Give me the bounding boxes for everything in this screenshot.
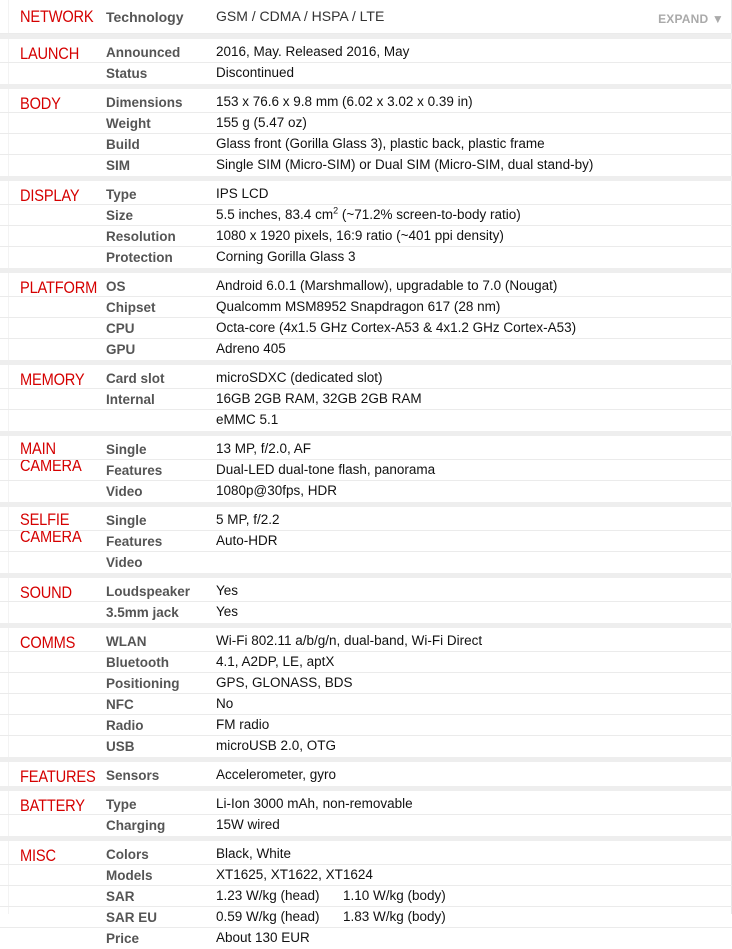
- spec-value: Yes: [216, 583, 239, 598]
- spec-key[interactable]: SAR: [106, 889, 135, 904]
- spec-key[interactable]: OS: [106, 279, 126, 294]
- section-title[interactable]: PLATFORM: [20, 278, 98, 297]
- spec-row: [0, 631, 732, 652]
- spec-row: [0, 794, 732, 815]
- spec-row: [0, 276, 732, 297]
- spec-key[interactable]: Chipset: [106, 300, 156, 315]
- spec-key[interactable]: Size: [106, 208, 134, 223]
- spec-row: [0, 0, 732, 34]
- spec-key[interactable]: Features: [106, 463, 163, 478]
- spec-section-display: [0, 176, 732, 268]
- spec-value: 1080p@30fps, HDR: [216, 483, 338, 498]
- section-title[interactable]: SOUND: [20, 583, 72, 602]
- spec-value: 2016, May. Released 2016, May: [216, 44, 410, 59]
- spec-row: [0, 134, 732, 155]
- section-title[interactable]: BATTERY: [20, 796, 85, 815]
- spec-row: [0, 694, 732, 715]
- spec-row: [0, 581, 732, 602]
- spec-value: Yes: [216, 604, 239, 619]
- spec-key[interactable]: Protection: [106, 250, 173, 265]
- spec-value: FM radio: [216, 717, 270, 732]
- spec-value: eMMC 5.1: [216, 412, 279, 427]
- section-title[interactable]: DISPLAY: [20, 186, 80, 205]
- spec-value: Discontinued: [216, 65, 295, 80]
- spec-value: microSDXC (dedicated slot): [216, 370, 383, 385]
- spec-row: [0, 247, 732, 268]
- spec-value-superscript: 2: [333, 205, 339, 216]
- section-title[interactable]: BODY: [20, 94, 61, 113]
- spec-row: [0, 928, 732, 949]
- spec-key[interactable]: Video: [106, 484, 143, 499]
- spec-value: 1.23 W/kg (head): [216, 888, 320, 903]
- spec-key[interactable]: Weight: [106, 116, 151, 131]
- spec-row: [0, 226, 732, 247]
- spec-key[interactable]: SAR EU: [106, 910, 158, 925]
- spec-row: [0, 389, 732, 410]
- section-title[interactable]: NETWORK: [20, 7, 94, 26]
- spec-key[interactable]: Internal: [106, 392, 155, 407]
- spec-row: [0, 673, 732, 694]
- spec-row: [0, 184, 732, 205]
- spec-value: 13 MP, f/2.0, AF: [216, 441, 312, 456]
- spec-section-network: [0, 0, 732, 34]
- spec-value: 1080 x 1920 pixels, 16:9 ratio (~401 ppi density): [216, 228, 504, 243]
- spec-key[interactable]: Charging: [106, 818, 166, 833]
- section-title[interactable]: COMMS: [20, 633, 76, 652]
- spec-value: 4.1, A2DP, LE, aptX: [216, 654, 335, 669]
- expand-button[interactable]: EXPAND ▼: [658, 12, 724, 26]
- spec-value: Single SIM (Micro-SIM) or Dual SIM (Micro-SIM, dual stand-by): [216, 157, 594, 172]
- spec-row: [0, 368, 732, 389]
- spec-section-body: [0, 84, 732, 176]
- spec-value: Corning Gorilla Glass 3: [216, 249, 356, 264]
- spec-key[interactable]: Radio: [106, 718, 144, 733]
- spec-value-secondary: 1.10 W/kg (body): [343, 888, 446, 903]
- spec-key[interactable]: Single: [106, 513, 147, 528]
- spec-row: [0, 460, 732, 481]
- spec-row: [0, 42, 732, 63]
- spec-value: Black, White: [216, 846, 292, 861]
- spec-value: Adreno 405: [216, 341, 286, 356]
- spec-value: 15W wired: [216, 817, 280, 832]
- spec-value: 5 MP, f/2.2: [216, 512, 280, 527]
- spec-value: GPS, GLONASS, BDS: [216, 675, 353, 690]
- spec-key[interactable]: Single: [106, 442, 147, 457]
- spec-key[interactable]: Resolution: [106, 229, 176, 244]
- spec-section-sound: [0, 573, 732, 623]
- spec-row: [0, 552, 732, 573]
- spec-row: [0, 886, 732, 907]
- spec-key[interactable]: Colors: [106, 847, 149, 862]
- section-title[interactable]: MISC: [20, 846, 56, 865]
- spec-value: Accelerometer, gyro: [216, 767, 337, 782]
- spec-row: [0, 155, 732, 176]
- spec-key[interactable]: Type: [106, 797, 137, 812]
- spec-section-features: [0, 757, 732, 786]
- spec-row: [0, 715, 732, 736]
- spec-key[interactable]: Price: [106, 931, 140, 946]
- spec-key[interactable]: Announced: [106, 45, 181, 60]
- spec-row: [0, 907, 732, 928]
- spec-value: 153 x 76.6 x 9.8 mm (6.02 x 3.02 x 0.39 in): [216, 94, 473, 109]
- spec-row: [0, 439, 732, 460]
- spec-key[interactable]: Build: [106, 137, 140, 152]
- spec-key[interactable]: Sensors: [106, 768, 160, 783]
- spec-value: IPS LCD: [216, 186, 269, 201]
- section-title[interactable]: MAIN CAMERA: [20, 439, 82, 475]
- section-title[interactable]: SELFIE CAMERA: [20, 510, 82, 546]
- spec-value: XT1625, XT1622, XT1624: [216, 867, 373, 882]
- spec-key[interactable]: CPU: [106, 321, 135, 336]
- spec-value: [216, 207, 521, 222]
- spec-value: About 130 EUR: [216, 930, 310, 945]
- spec-row: [0, 481, 732, 502]
- spec-row: [0, 92, 732, 113]
- spec-key[interactable]: USB: [106, 739, 135, 754]
- spec-row: [0, 205, 732, 226]
- spec-value: Li-Ion 3000 mAh, non-removable: [216, 796, 413, 811]
- spec-key[interactable]: WLAN: [106, 634, 147, 649]
- spec-row: [0, 602, 732, 623]
- spec-value: 16GB 2GB RAM, 32GB 2GB RAM: [216, 391, 422, 406]
- spec-row: [0, 652, 732, 673]
- spec-row: [0, 815, 732, 836]
- spec-value-text-after: (~71.2% screen-to-body ratio): [338, 207, 521, 222]
- spec-value: Glass front (Gorilla Glass 3), plastic back, plastic frame: [216, 136, 545, 151]
- spec-key[interactable]: Technology: [106, 9, 184, 25]
- spec-row: [0, 339, 732, 360]
- spec-row: [0, 765, 732, 786]
- spec-key[interactable]: Positioning: [106, 676, 180, 691]
- spec-value: No: [216, 696, 234, 711]
- spec-key[interactable]: Models: [106, 868, 153, 883]
- spec-section-memory: [0, 360, 732, 431]
- spec-row: [0, 297, 732, 318]
- spec-section-platform: [0, 268, 732, 360]
- spec-key[interactable]: Video: [106, 555, 143, 570]
- spec-value-text: 5.5 inches, 83.4 cm: [216, 207, 334, 222]
- spec-key[interactable]: 3.5mm jack: [106, 605, 179, 620]
- spec-key[interactable]: GPU: [106, 342, 136, 357]
- spec-section-battery: [0, 786, 732, 836]
- spec-key[interactable]: Type: [106, 187, 137, 202]
- spec-value: microUSB 2.0, OTG: [216, 738, 337, 753]
- spec-key[interactable]: Status: [106, 66, 148, 81]
- spec-section-selfie-camera: [0, 502, 732, 573]
- spec-key[interactable]: SIM: [106, 158, 131, 173]
- spec-row: [0, 318, 732, 339]
- spec-key[interactable]: Loudspeaker: [106, 584, 191, 599]
- section-title[interactable]: MEMORY: [20, 370, 85, 389]
- spec-value-secondary: 1.83 W/kg (body): [343, 909, 446, 924]
- spec-section-misc: [0, 836, 732, 949]
- spec-section-main-camera: [0, 431, 732, 502]
- spec-key[interactable]: Card slot: [106, 371, 165, 386]
- section-title[interactable]: FEATURES: [20, 767, 96, 786]
- spec-row: [0, 410, 732, 431]
- spec-section-comms: [0, 623, 732, 757]
- spec-key[interactable]: Bluetooth: [106, 655, 169, 670]
- spec-value: Wi-Fi 802.11 a/b/g/n, dual-band, Wi-Fi Direct: [216, 633, 483, 648]
- spec-row: [0, 510, 732, 531]
- spec-value: Dual-LED dual-tone flash, panorama: [216, 462, 436, 477]
- spec-key[interactable]: Features: [106, 534, 163, 549]
- spec-row: [0, 844, 732, 865]
- spec-row: [0, 63, 732, 84]
- spec-row: [0, 865, 732, 886]
- spec-key[interactable]: NFC: [106, 697, 134, 712]
- spec-value: Octa-core (4x1.5 GHz Cortex-A53 & 4x1.2 GHz Cortex-A53): [216, 320, 577, 335]
- spec-value: Auto-HDR: [216, 533, 278, 548]
- spec-value: Android 6.0.1 (Marshmallow), upgradable to 7.0 (Nougat): [216, 278, 558, 293]
- spec-row: [0, 113, 732, 134]
- spec-row: [0, 531, 732, 552]
- spec-value: GSM / CDMA / HSPA / LTE: [216, 8, 385, 24]
- spec-value: 155 g (5.47 oz): [216, 115, 307, 130]
- spec-row: [0, 736, 732, 757]
- section-title[interactable]: LAUNCH: [20, 44, 80, 63]
- spec-section-launch: [0, 34, 732, 84]
- spec-value: 0.59 W/kg (head): [216, 909, 320, 924]
- spec-key[interactable]: Dimensions: [106, 95, 183, 110]
- spec-value: Qualcomm MSM8952 Snapdragon 617 (28 nm): [216, 299, 501, 314]
